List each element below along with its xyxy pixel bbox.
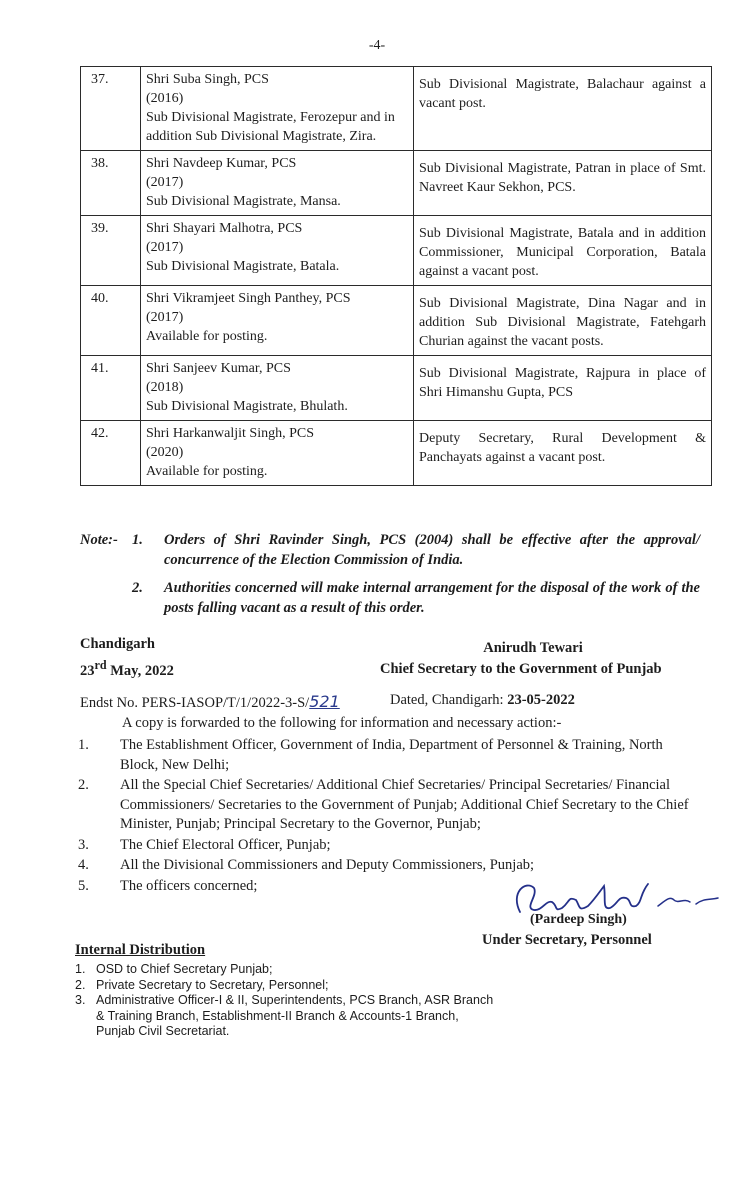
note-number: 1. xyxy=(132,532,143,548)
officer-line: (2020) xyxy=(146,445,184,460)
officer-line: Sub Divisional Magistrate, Batala. xyxy=(146,259,340,274)
officer-line: Shri Sanjeev Kumar, PCS xyxy=(146,361,291,376)
note-item xyxy=(80,530,700,570)
list-item: 5. The officers concerned; xyxy=(78,877,258,894)
officer-line: Shri Harkanwaljit Singh, PCS xyxy=(146,426,315,441)
officer-line: (2017) xyxy=(146,310,184,325)
note-text: Authorities concerned will make internal arrangement for the disposal of the work of the posts falling vacant as a result of this order. xyxy=(164,580,700,616)
forward-text: A copy is forwarded to the following for information and necessary action:- xyxy=(122,715,562,731)
postings-table xyxy=(80,66,712,486)
serial-number: 39. xyxy=(81,216,141,286)
officer-line: (2017) xyxy=(146,175,184,190)
note-number: 2. xyxy=(132,580,143,596)
list-item: 2. Private Secretary to Secretary, Personnel; xyxy=(75,977,329,992)
serial-number: 37. xyxy=(81,67,141,151)
officer-cell xyxy=(141,216,414,286)
issue-date: 23rd May, 2022 xyxy=(80,658,174,679)
officer-line: Sub Divisional Magistrate, Bhulath. xyxy=(146,399,348,414)
signatory-designation: Chief Secretary to the Government of Punjab xyxy=(380,661,662,677)
internal-distribution-title: Internal Distribution xyxy=(75,942,206,958)
officer-cell xyxy=(141,151,414,216)
list-item: 1. OSD to Chief Secretary Punjab; xyxy=(75,962,273,976)
list-item: 2. All the Special Chief Secretaries/ Additional Chief Secretaries/ Principal Secretaries/ Financial Commissioners/ Secretaries to the Government of Punjab; Additional Chief Secretary to the Chief Minister, Punjab; Principal Secretary to the Governor, Punjab; xyxy=(78,777,689,832)
endorsement-date: Dated, Chandigarh: 23-05-2022 xyxy=(390,692,575,708)
posting-cell: Deputy Secretary, Rural Development & Panchayats against a vacant post. xyxy=(414,421,712,486)
list-item: 1. The Establishment Officer, Government of India, Department of Personnel & Training, North Block, New Delhi; xyxy=(78,737,663,773)
posting-cell: Sub Divisional Magistrate, Balachaur against a vacant post. xyxy=(414,67,712,151)
page-number: -4- xyxy=(368,38,386,53)
officer-line: Available for posting. xyxy=(146,464,268,479)
officer-line: (2016) xyxy=(146,91,184,106)
officer-cell xyxy=(141,356,414,421)
officer-line: Sub Divisional Magistrate, Mansa. xyxy=(146,194,341,209)
note-item xyxy=(80,578,700,618)
officer-cell xyxy=(141,421,414,486)
officer-cell xyxy=(141,67,414,151)
distribution-list xyxy=(78,736,698,897)
internal-distribution-list xyxy=(75,962,495,1040)
list-item: 4. All the Divisional Commissioners and Deputy Commissioners, Punjab; xyxy=(78,857,535,873)
signatory-block xyxy=(380,638,680,680)
list-item: 3. Administrative Officer-I & II, Superintendents, PCS Branch, ASR Branch & Training Branch, Establishment-II Branch & Accounts-1 Branch, Punjab Civil Secretariat. xyxy=(75,993,494,1038)
under-secretary-designation: Under Secretary, Personnel xyxy=(482,932,652,948)
serial-number: 40. xyxy=(81,286,141,356)
note-text: Orders of Shri Ravinder Singh, PCS (2004) shall be effective after the approval/ concurrence of the Election Commission of India. xyxy=(164,532,700,568)
officer-cell xyxy=(141,286,414,356)
officer-line: Available for posting. xyxy=(146,329,268,344)
officer-line: Shri Vikramjeet Singh Panthey, PCS xyxy=(146,291,351,306)
posting-cell: Sub Divisional Magistrate, Patran in place of Smt. Navreet Kaur Sekhon, PCS. xyxy=(414,151,712,216)
table-row xyxy=(81,356,712,421)
table-row xyxy=(81,67,712,151)
under-secretary-name: (Pardeep Singh) xyxy=(530,912,627,927)
officer-line: Shri Suba Singh, PCS xyxy=(146,72,269,87)
place: Chandigarh xyxy=(80,636,155,652)
serial-number: 41. xyxy=(81,356,141,421)
table-row xyxy=(81,216,712,286)
endorsement-number: Endst No. PERS-IASOP/T/1/2022-3-S/ xyxy=(80,695,310,711)
posting-cell: Sub Divisional Magistrate, Dina Nagar and in addition Sub Divisional Magistrate, Fatehgarh Churian against the vacant posts. xyxy=(414,286,712,356)
serial-number: 42. xyxy=(81,421,141,486)
signatory-name: Anirudh Tewari xyxy=(483,640,583,656)
officer-line: Shri Navdeep Kumar, PCS xyxy=(146,156,297,171)
notes-heading: Note:- xyxy=(80,532,118,548)
officer-line: Shri Shayari Malhotra, PCS xyxy=(146,221,303,236)
notes-section xyxy=(80,530,700,626)
officer-line: (2017) xyxy=(146,240,184,255)
table-row xyxy=(81,286,712,356)
serial-number: 38. xyxy=(81,151,141,216)
posting-cell: Sub Divisional Magistrate, Rajpura in place of Shri Himanshu Gupta, PCS xyxy=(414,356,712,421)
posting-cell: Sub Divisional Magistrate, Batala and in addition Commissioner, Municipal Corporation, Batala against a vacant post. xyxy=(414,216,712,286)
table-row xyxy=(81,151,712,216)
officer-line: Sub Divisional Magistrate, Ferozepur and in addition Sub Divisional Magistrate, Zira. xyxy=(146,110,395,144)
officer-line: (2018) xyxy=(146,380,184,395)
list-item: 3. The Chief Electoral Officer, Punjab; xyxy=(78,836,331,853)
table-row xyxy=(81,421,712,486)
endorsement-line xyxy=(80,692,700,712)
place-date xyxy=(80,634,174,682)
handwritten-number: 521 xyxy=(309,692,340,711)
